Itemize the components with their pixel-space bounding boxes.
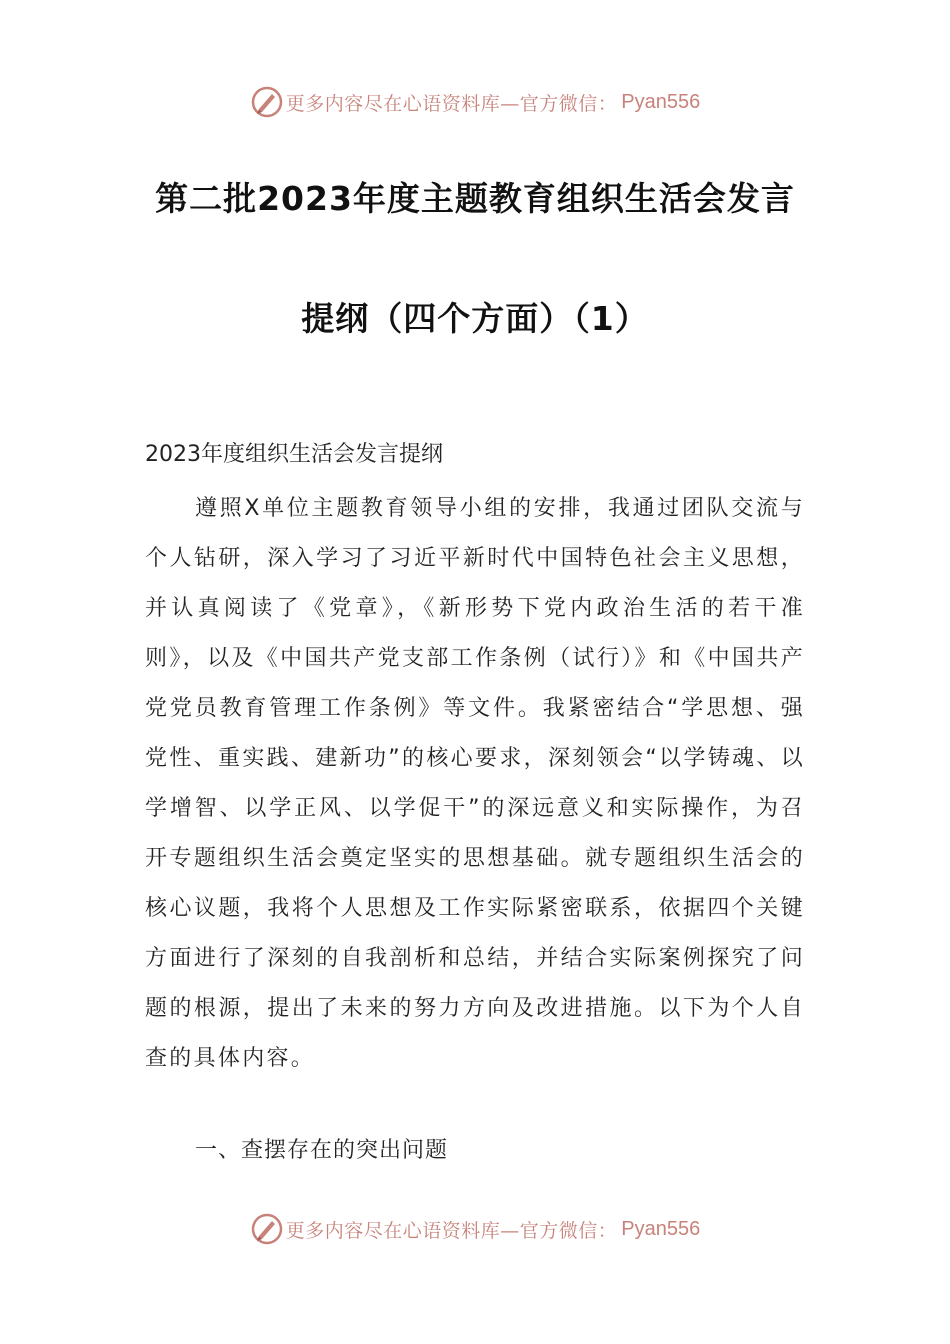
watermark-header bbox=[0, 82, 950, 122]
watermark-account: Pyan556 bbox=[621, 1217, 701, 1240]
watermark-text: 更多内容尽在心语资料库—官方微信： bbox=[285, 92, 618, 115]
pen-logo-icon bbox=[250, 85, 284, 119]
watermark-text: 更多内容尽在心语资料库—官方微信： bbox=[285, 1219, 618, 1242]
section-heading: 一、查摆存在的突出问题 bbox=[195, 1138, 449, 1163]
document-title-line2: 提纲（四个方面）（1） bbox=[301, 299, 649, 338]
pen-logo-icon bbox=[250, 1212, 284, 1246]
document-subheading: 2023年度组织生活会发言提纲 bbox=[145, 442, 443, 467]
watermark-footer bbox=[0, 1209, 950, 1249]
document-title-line1: 第二批2023年度主题教育组织生活会发言 bbox=[155, 179, 795, 218]
body-paragraph: 遵照X单位主题教育领导小组的安排，我通过团队交流与个人钻研，深入学习了习近平新时代中国特色社会主义思想，并认真阅读了《党章》，《新形势下党内政治生活的若干准则》，以及《中国共产党支部工作条例（试行）》和《中国共产党党员教育管理工作条例》等文件。我紧密结合“学思想、强党性、重实践、建新功”的核心要求，深刻领会“以学铸魂、以学增智、以学正风、以学促干”的深远意义和实际操作，为召开专题组织生活会奠定坚实的思想基础。就专题组织生活会的核心议题，我将个人思想及工作实际紧密联系，依据四个关键方面进行了深刻的自我剖析和总结，并结合实际案例探究了问题的根源，提出了未来的努力方向及改进措施。以下为个人自查的具体内容。 bbox=[145, 496, 805, 1071]
watermark-account: Pyan556 bbox=[621, 90, 701, 113]
